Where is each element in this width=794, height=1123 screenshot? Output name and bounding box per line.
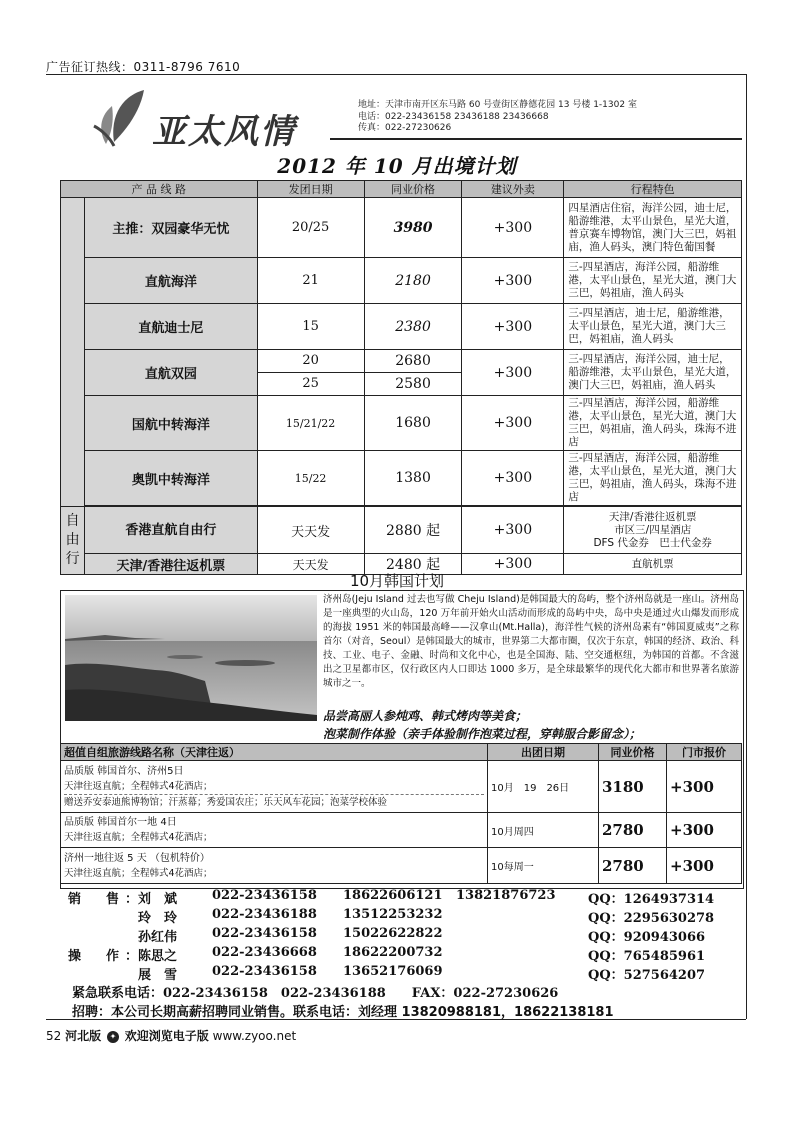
itinerary-features: 天津/香港往返机票 市区三/四星酒店 DFS 代金券 巴士代金券 [564,507,742,554]
recruitment-notice: 招聘：本公司长期高薪招聘同业销售。联系电话：刘经理 13820988181，18622138181 [72,1005,614,1020]
suggested-markup: +300 [462,396,564,451]
retail-price: +300 [667,761,742,813]
footer-url[interactable]: www.zyoo.net [212,1029,297,1043]
jeju-coast-photo [65,595,317,721]
korea-plan-title: 10月韩国计划 [349,572,445,590]
trade-price: 2480 起 [364,554,462,575]
table-header-row [61,181,742,198]
table-row [61,198,742,258]
company-address: 地址：天津市南开区东马路 60 号壹街区静德花园 13 号楼 1-1302 室 [358,100,637,110]
product-name: 香港直航自由行 [85,507,257,554]
route-name: 济州一地往返 5 天 （包机特价） 天津往返直航；全程韩式4花酒店； [61,848,488,884]
product-name: 直航迪士尼 [85,304,257,350]
product-name: 主推：双园豪华无忧 [85,198,257,258]
globe-icon: ✦ [107,1031,119,1043]
trade-price: 2180 [364,258,462,304]
itinerary-features: 三-四星酒店，海洋公园，船游维港，太平山景色，星光大道，澳门大三巴，妈祖庙，渔人码头 [564,258,742,304]
trade-price-a: 2680 [365,350,462,373]
table-row [61,848,742,884]
trade-price [364,350,462,396]
depart-date: 20/25 [257,198,364,258]
korea-highlights [323,707,739,743]
suggested-markup: +300 [462,350,564,396]
depart-date: 15 [257,304,364,350]
top-divider [46,74,746,75]
right-border [746,74,747,1019]
suggested-markup: +300 [462,258,564,304]
suggested-markup: +300 [462,554,564,575]
depart-date: 天天发 [257,507,364,554]
retail-price: +300 [667,813,742,848]
col-product: 产 品 线 路 [61,181,258,198]
product-name: 国航中转海洋 [85,396,257,451]
depart-date: 15/21/22 [257,396,364,451]
ad-hotline: 广告征订热线：0311-8796 7610 [46,60,241,74]
side-blank [61,198,85,507]
col-price: 同业价格 [599,744,667,761]
emergency-contact: 紧急联系电话：022-23436158 022-23436188 FAX：022-27230626 [72,986,559,1001]
footer-text: 欢迎浏览电子版 [124,1029,209,1043]
product-name: 奥凯中转海洋 [85,451,257,506]
depart-date: 天天发 [257,554,364,575]
col-date: 出团日期 [488,744,599,761]
depart-date: 10每周一 [488,848,599,884]
trade-price-b: 2580 [395,376,431,392]
depart-date-a: 20 [258,350,364,373]
col-suggest: 建议外卖 [462,181,564,198]
col-date: 发团日期 [257,181,364,198]
product-name: 直航双园 [85,350,257,396]
col-price: 同业价格 [364,181,462,198]
product-name: 直航海洋 [85,258,257,304]
suggested-markup: +300 [462,304,564,350]
trade-price: 3180 [599,761,667,813]
col-retail: 门市报价 [667,744,742,761]
trade-price: 2780 [599,848,667,884]
edition-label: 河北版 [65,1029,102,1043]
free-travel-label: 自由行 [61,507,85,575]
table-row [61,304,742,350]
page-number: 52 [46,1029,62,1043]
itinerary-features: 三-四星酒店，迪士尼，船游维港，太平山景色，星光大道，澳门大三巴，妈祖庙，渔人码头 [564,304,742,350]
itinerary-features: 三-四星酒店，海洋公园，迪士尼，船游维港，太平山景色，星光大道，澳门大三巴，妈祖庙，渔人码头 [564,350,742,396]
suggested-markup: +300 [462,451,564,506]
route-name: 品质版 韩国首尔一地 4日 天津往返直航；全程韩式4花酒店； [61,813,488,848]
trade-price: 1380 [364,451,462,506]
retail-price: +300 [667,848,742,884]
korea-intro: 济州岛(Jeju Island 过去也写做 Cheju Island)是韩国最大的岛屿，整个济州岛就是一座山。济州岛是一座典型的火山岛，120 万年前开始火山活动而形成的岛屿中央，岛中央是通过火山爆发而形成的海拔 1951 米的韩国最高峰——汉拿山(Mt.Halla)，海洋性气候的济州岛素有“韩国夏威夷”之称首尔（对音，Seoul）是韩国最大的城市，世界第二大都市圈，仅次于东京，韩国的经济、政治、科技、工业、电子、金融、时尚和文化中心，也是全国海、陆、空交通枢纽，为韩国的首都。不含滋出之卫星都市区，仅行政区内人口即达 1000 多万，是全球最繁华的现代化大都市和世界著名旅游城市之一。 [323,594,739,689]
depart-date: 15/22 [257,451,364,506]
trade-price: 3980 [364,198,462,258]
itinerary-features: 三-四星酒店，海洋公园，船游维港，太平山景色，星光大道，澳门大三巴，妈祖庙，渔人码头，珠海不进店 [564,451,742,506]
suggested-markup: +300 [462,198,564,258]
itinerary-features: 直航机票 [564,554,742,575]
highlight-food: 品尝高丽人参炖鸡、韩式烤肉等美食； [323,709,528,723]
table-row [61,507,742,554]
depart-date: 10月 19 26日 [488,761,599,813]
page-footer [46,1027,296,1044]
table-row [61,451,742,506]
plan-title: 2012 年 10 月出境计划 [277,154,517,178]
table-row [61,813,742,848]
table-row [61,761,742,813]
company-phone: 电话：022-23436158 23436188 23436668 [358,111,549,122]
logo-text: 亚太风情 [152,112,296,152]
col-feature: 行程特色 [564,181,742,198]
table-row [61,258,742,304]
company-contact [358,100,637,135]
outbound-plan-table [60,180,742,575]
suggested-markup: +300 [462,507,564,554]
table-header-row [61,744,742,761]
footer-divider [46,1019,746,1020]
company-logo [92,86,332,152]
trade-price: 2880 起 [364,507,462,554]
col-route: 超值自组旅游线路名称（天津往返） [61,744,488,761]
table-row [61,396,742,451]
korea-route-table [60,743,742,884]
trade-price: 1680 [364,396,462,451]
depart-date: 10月周四 [488,813,599,848]
depart-date: 21 [257,258,364,304]
itinerary-features: 三-四星酒店，海洋公园，船游维港，太平山景色，星光大道，澳门大三巴，妈祖庙，渔人码头，珠海不进店 [564,396,742,451]
company-fax: 传真：022-27230626 [358,123,452,133]
depart-date-b: 25 [302,376,319,391]
product-name: 天津/香港往返机票 [85,554,257,575]
itinerary-features: 四星酒店住宿，海洋公园，迪士尼，船游维港，太平山景色，星光大道，普京赛车博物馆，澳门大三巴，妈祖庙，渔人码头，澳门特色葡国餐 [564,198,742,258]
trade-price: 2780 [599,813,667,848]
depart-date [257,350,364,396]
header-rule [330,138,742,140]
route-name: 品质版 韩国首尔、济州5日 天津往返直航；全程韩式4花酒店； 赠送乔安泰迪熊博物馆；汗蒸幕；秀爱国农庄；乐天风车花园；泡菜学校体验 [61,761,488,813]
highlight-kimchi: 泡菜制作体验（亲手体验制作泡菜过程，穿韩服合影留念）； [323,727,642,741]
trade-price: 2380 [364,304,462,350]
table-row [61,350,742,396]
